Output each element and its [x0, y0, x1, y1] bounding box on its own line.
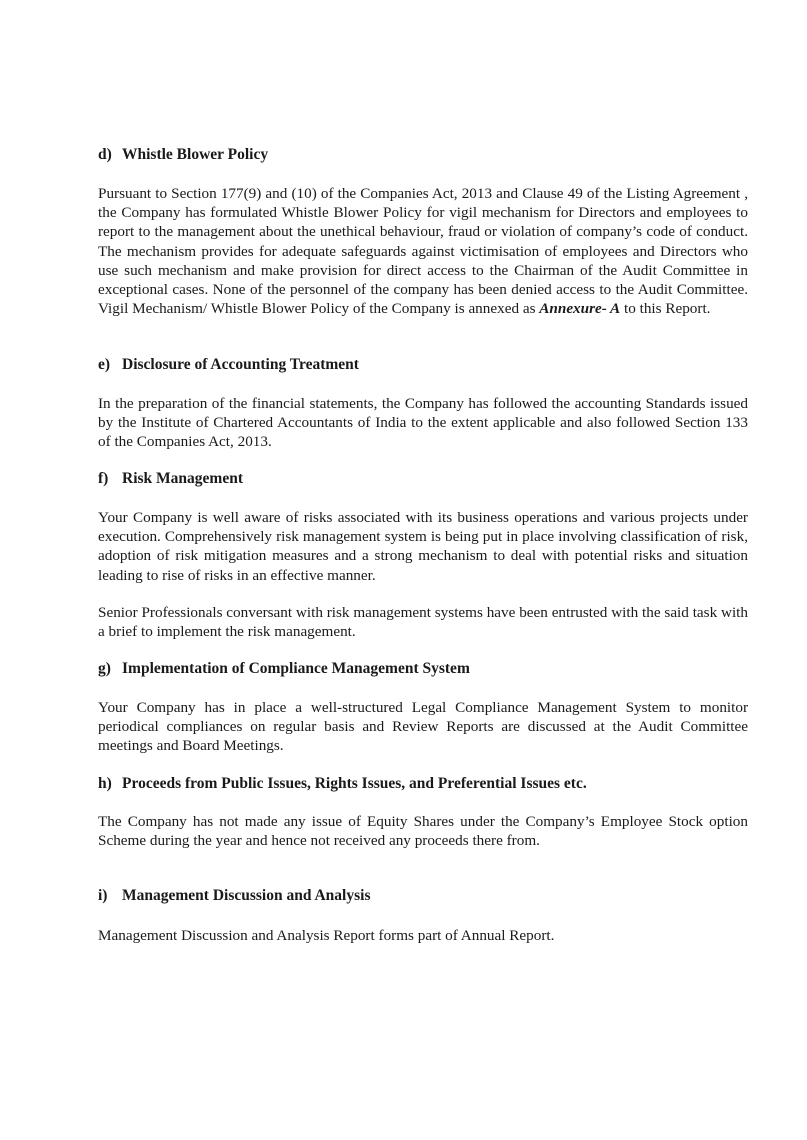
section-marker: d): [98, 146, 112, 163]
section-title: Risk Management: [122, 470, 243, 487]
section-heading-whistle-blower: [98, 146, 268, 164]
section-marker: g): [98, 660, 111, 677]
paragraph-text: Pursuant to Section 177(9) and (10) of the Companies Act, 2013 and Clause 49 of the Listing Agreement , the Company has formulated Whistle Blower Policy for vigil mechanism for Directors and employees to report to the management about the unethical behaviour, fraud or violation of company’s code of conduct. The mechanism provides for adequate safeguards against victimisation of employees and Directors who use such mechanism and make provision for direct access to the Chairman of the Audit Committee in exceptional cases. None of the personnel of the company has been denied access to the Audit Committee. Vigil Mechanism/ Whistle Blower Policy of the Company is annexed as: [98, 185, 748, 318]
section-heading-accounting-treatment: [98, 356, 359, 374]
section-heading-risk-management: [98, 470, 243, 488]
section-title: Proceeds from Public Issues, Rights Issues, and Preferential Issues etc.: [122, 775, 587, 792]
section-marker: i): [98, 887, 108, 904]
risk-management-paragraph-1: Your Company is well aware of risks associated with its business operations and various projects under execution. Comprehensively risk management system is being put in place involving classification of risk, adoption of risk mitigation measures and a strong mechanism to deal with potential risks and situation leading to rise of risks in an effective manner.: [98, 509, 748, 584]
section-heading-compliance-management: [98, 660, 470, 678]
management-discussion-paragraph: Management Discussion and Analysis Report forms part of Annual Report.: [98, 927, 555, 944]
compliance-management-paragraph: Your Company has in place a well-structured Legal Compliance Management System to monitor periodical compliances on regular basis and Review Reports are discussed at the Audit Committee meetings and Board Meetings.: [98, 699, 748, 755]
annexure-reference: Annexure- A: [539, 300, 621, 318]
section-heading-management-discussion: [98, 887, 370, 905]
paragraph-text-end: to this Report.: [620, 300, 711, 318]
section-title: Whistle Blower Policy: [122, 146, 269, 163]
section-title: Management Discussion and Analysis: [122, 887, 371, 904]
section-marker: e): [98, 356, 111, 373]
risk-management-paragraph-2: Senior Professionals conversant with risk management systems have been entrusted with the said task with a brief to implement the risk management.: [98, 604, 748, 641]
section-heading-proceeds-public-issues: [98, 775, 587, 793]
section-title: Disclosure of Accounting Treatment: [122, 356, 359, 373]
section-title: Implementation of Compliance Management System: [122, 660, 470, 677]
section-marker: h): [98, 775, 112, 792]
accounting-treatment-paragraph: In the preparation of the financial statements, the Company has followed the accounting Standards issued by the Institute of Chartered Accountants of India to the extent applicable and also followed Section 133 of the Companies Act, 2013.: [98, 395, 748, 451]
proceeds-paragraph: The Company has not made any issue of Equity Shares under the Company’s Employee Stock option Scheme during the year and hence not received any proceeds there from.: [98, 813, 748, 850]
whistle-blower-paragraph: [98, 184, 748, 318]
section-marker: f): [98, 470, 109, 487]
